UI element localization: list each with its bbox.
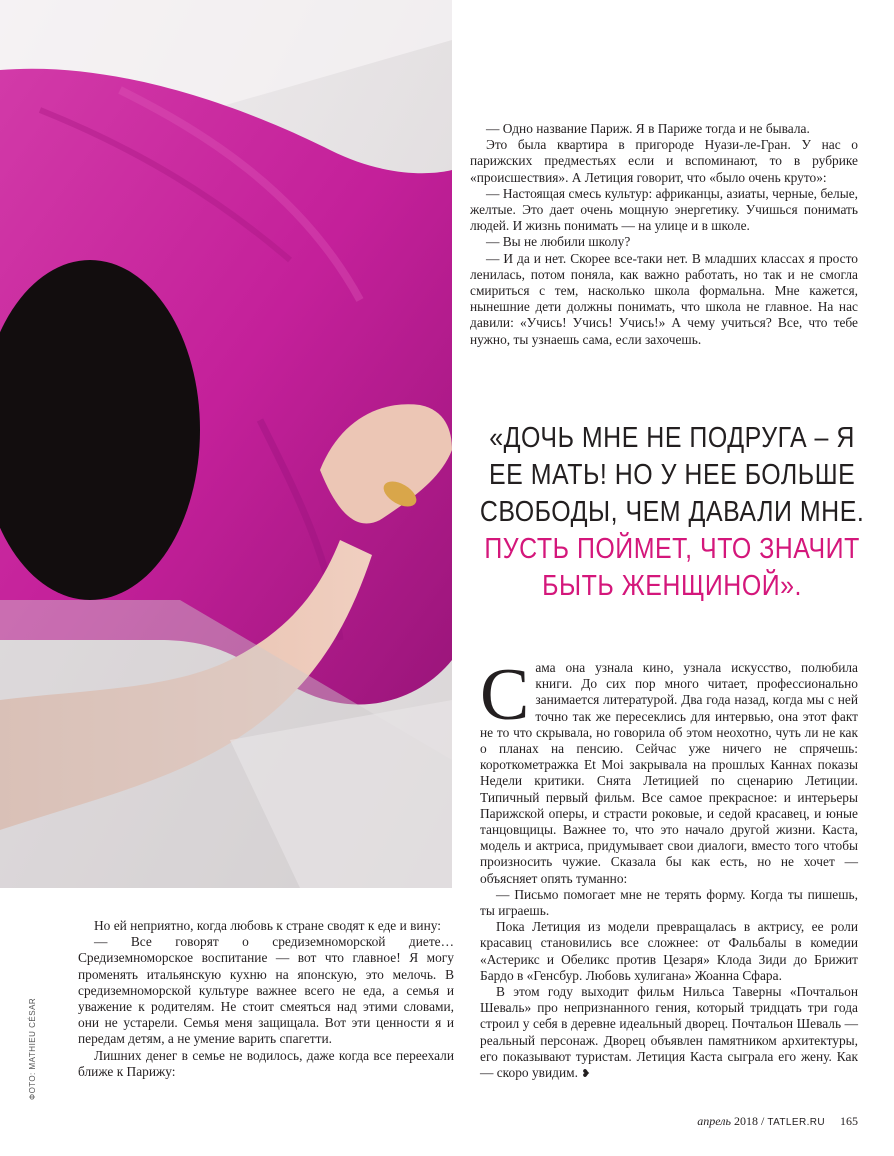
site-link[interactable]: TATLER.RU	[767, 1117, 825, 1128]
issue-month: апрель	[697, 1114, 731, 1128]
article-column-left	[78, 918, 454, 1080]
end-mark-icon: ❥	[581, 1068, 591, 1081]
paragraph: — И да и нет. Скорее все-таки нет. В младших классах я просто ленилась, потом поняла, как важно работать, но так и не смогла смириться с тем, насколько школа формальна. Мне кажется, нынешние дети должны понимать, что школа не главное. На нас давили: «Учись! Учись! Учись!» А чему учиться? Все, что тебе нужно, ты узнаешь сама, если захочешь.	[470, 250, 858, 347]
paragraph: Пока Летиция из модели превращалась в актрису, ее роли красавиц становились все сложнее: от Фальбалы в комедии «Астерикс и Обеликс против Цезаря» Клода Зиди до Брижит Бардо в «Генсбур. Любовь хулигана» Жоанна Сфара.	[480, 919, 858, 983]
lead-paragraph	[480, 654, 858, 887]
article-column-top	[470, 121, 858, 348]
drop-cap: С	[480, 654, 530, 736]
issue-year: 2018	[733, 1114, 758, 1128]
final-paragraph-text: В этом году выходит фильм Нильса Таверны «Почтальон Шеваль» про непризнанного гения, который тридцать три года строил у себя в деревне идеальный дворец. Почтальон Шеваль — реальный персонаж. Дворец объявлен памятником архитектуры, его показывают туристам. Летиция Каста сыграла его жену. Как — скоро увидим.	[480, 984, 858, 1081]
lead-paragraph-text: ама она узнала кино, узнала искусство, полюбила книги. До сих пор много читает, профессионально занимается литературой. Два года назад, когда мы с ней точно так же пересеклись для интервью, она этот факт не то что скрывала, но говорила об этом неохотно, чуть ли не как о планах на пенсию. Сейчас уже ничего не спрячешь: короткометражка Et Moi закрывала на прошлых Каннах показы Недели критики. Снята Летицией по сценарию Летиции. Типичный первый фильм. Все самое прекрасное: и интерьеры Парижской оперы, и страсти роковые, и седой красавец, и юные танцовщицы. Важнее то, что это начало другой жизни. Каста, модель и актриса, придумывает свои диалоги, вместо того чтобы произносить чужие. Сказала бы как есть, но не хочет — объясняет опять туманно:	[480, 660, 858, 886]
page-number: 165	[840, 1114, 858, 1128]
pull-quote-dark: «ДОЧЬ МНЕ НЕ ПОДРУГА – Я ЕЕ МАТЬ! НО У НЕЕ БОЛЬШЕ СВОБОДЫ, ЧЕМ ДАВАЛИ МНЕ.	[479, 422, 865, 528]
paragraph: — Все говорят о средиземноморской диете… Средиземноморское воспитание — вот что главное! Я могу променять итальянскую кухню на японскую, это мелочь. В средиземноморской культуре важнее всего не еда, а семья и уважение к родителям. Не стоит смеяться над этими словами, они не устарели. Семья меня защищала. Вот эти ценности я и передам детям, а не умение варить спагетти.	[78, 934, 454, 1047]
paragraph: Но ей неприятно, когда любовь к стране сводят к еде и вину:	[94, 918, 441, 933]
paragraph: — Вы не любили школу?	[486, 234, 631, 250]
paragraph: — Письмо помогает мне не терять форму. Когда ты пишешь, ты играешь.	[480, 886, 858, 919]
pull-quote	[470, 420, 874, 605]
photo-illustration	[0, 0, 452, 888]
paragraph	[480, 984, 858, 1082]
editorial-photo	[0, 0, 452, 888]
paragraph: — Настоящая смесь культур: африканцы, азиаты, черные, белые, желтые. Это дает очень мощную энергетику. Учишься понимать людей. И жизнь понимать — на улице и в школе.	[470, 185, 858, 234]
pull-quote-accent: ПУСТЬ ПОЙМЕТ, ЧТО ЗНАЧИТ БЫТЬ ЖЕНЩИНОЙ».	[484, 533, 860, 602]
page-footer	[697, 1114, 858, 1129]
photo-credit: ФОТО: MATHIEU CÉSAR	[28, 997, 37, 1100]
paragraph: — Одно название Париж. Я в Париже тогда и не бывала.	[486, 121, 810, 136]
article-column-bottom	[480, 654, 858, 1082]
paragraph: Лишних денег в семье не водилось, даже когда все переехали ближе к Парижу:	[78, 1047, 454, 1079]
paragraph: Это была квартира в пригороде Нуази-ле-Гран. У нас о парижских предместьях если и вспоминают, то в рубрике «происшествия». А Летиция говорит, что «было очень круто»:	[470, 137, 858, 185]
footer-separator: /	[760, 1114, 765, 1128]
